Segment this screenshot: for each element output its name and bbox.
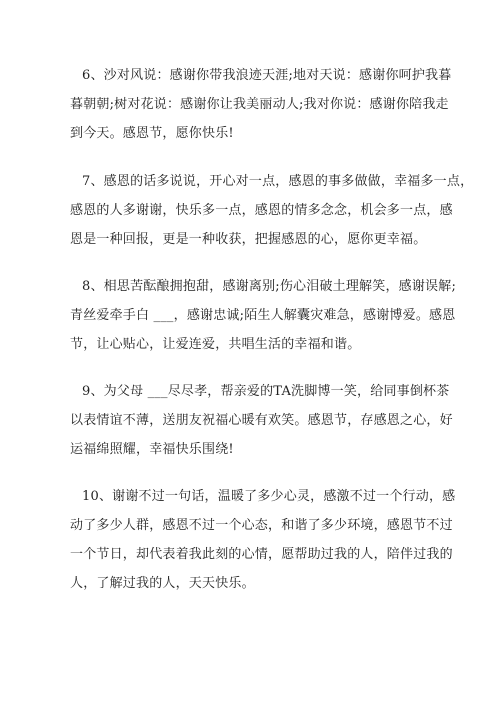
paragraph-line: 6、沙对风说：感谢你带我浪迹天涯;地对天说：感谢你呵护我暮 bbox=[82, 68, 452, 83]
paragraph-line: 青丝爱牵手白 ___，感谢忠诚;陌生人解囊灾难急，感谢博爱。感恩 bbox=[70, 308, 456, 323]
paragraph-7 bbox=[70, 167, 474, 254]
paragraph-line: 暮朝朝;树对花说：感谢你让我美丽动人;我对你说：感谢你陪我走 bbox=[70, 97, 449, 112]
paragraph-line: 到今天。感恩节，愿你快乐! bbox=[70, 126, 234, 141]
paragraph-line: 节，让心贴心，让爱连爱，共唱生活的幸福和谐。 bbox=[70, 337, 361, 352]
paragraph-line: 10、谢谢不过一句话，温暖了多少心灵，感激不过一个行动，感 bbox=[82, 489, 456, 504]
paragraph-line: 8、相思苦酝酿拥抱甜，感谢离别;伤心泪破土理解笑，感谢误解; bbox=[82, 279, 457, 294]
paragraph-10 bbox=[70, 482, 456, 598]
paragraph-line: 运福绵照耀，幸福快乐围绕! bbox=[70, 442, 234, 457]
paragraph-line: 恩是一种回报，更是一种收获，把握感恩的心，愿你更幸福。 bbox=[70, 232, 427, 247]
paragraph-9 bbox=[70, 377, 453, 464]
paragraph-line: 人，了解过我的人，天天快乐。 bbox=[70, 576, 255, 591]
paragraph-6 bbox=[70, 61, 450, 148]
paragraph-8 bbox=[70, 272, 457, 359]
paragraph-line: 9、为父母 ___尽尽孝，帮亲爱的TA洗脚博一笑，给同事倒杯茶 bbox=[82, 384, 450, 399]
paragraph-line: 动了多少人群，感恩不过一个心态，和谐了多少环境，感恩节不过 bbox=[70, 518, 453, 533]
paragraph-line: 以表情谊不薄，送朋友祝福心暖有欢笑。感恩节，存感恩之心，好 bbox=[70, 413, 453, 428]
paragraph-line: 感恩的人多谢谢，快乐多一点，感恩的情多念念，机会多一点，感 bbox=[70, 203, 453, 218]
paragraph-line: 一个节日，却代表着我此刻的心情，愿帮助过我的人，陪伴过我的 bbox=[70, 547, 453, 562]
paragraph-line: 7、感恩的话多说说，开心对一点，感恩的事多做做，幸福多一点， bbox=[82, 174, 474, 189]
